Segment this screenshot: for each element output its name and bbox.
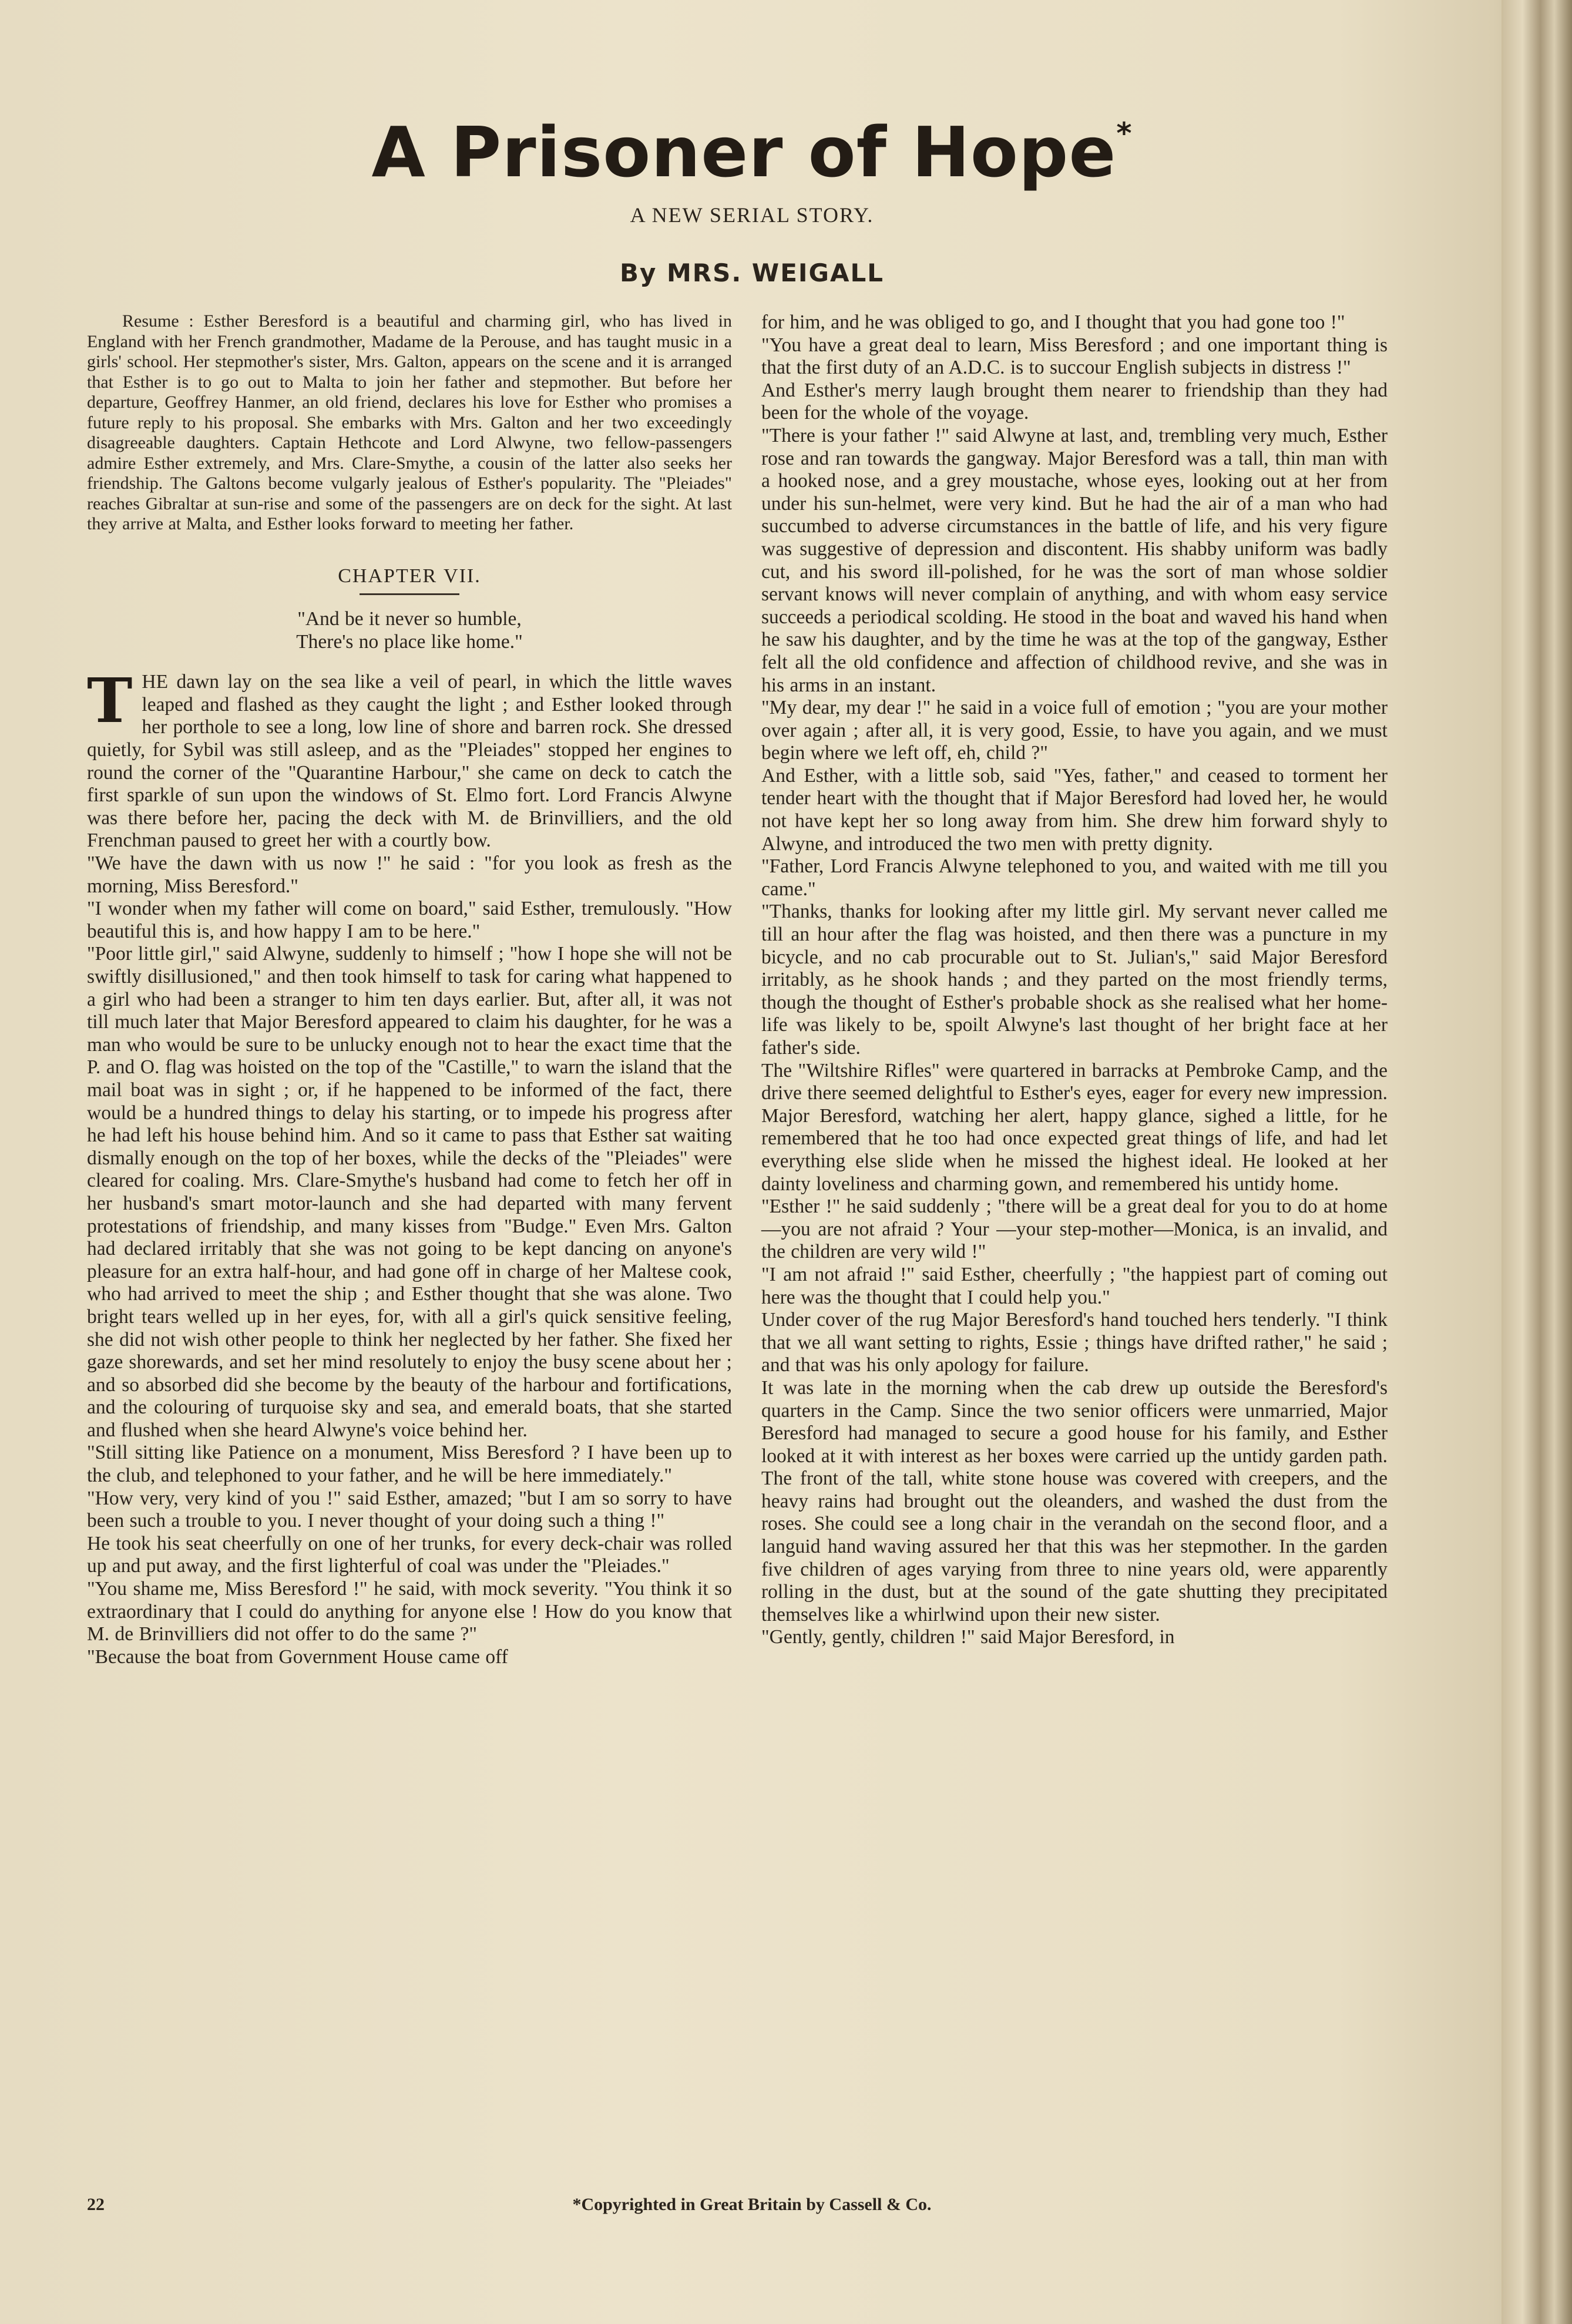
- chapter-heading: CHAPTER VII.: [338, 565, 481, 587]
- story-title: A Prisoner of Hope*: [371, 112, 1133, 193]
- chapter-rule: [360, 593, 459, 595]
- epigraph-line: There's no place like home.": [296, 630, 523, 653]
- body-paragraph: "Still sitting like Patience on a monument, Miss Beresford ? I have been up to the club, and telephoned to your father, and he will be here immediately.": [87, 1442, 732, 1487]
- body-paragraph: "You shame me, Miss Beresford !" he said, with mock severity. "You think it so extraordinary that I could do anything for anyone else ! How do you know that M. de Brinvilliers did not offer to do the same ?": [87, 1578, 732, 1645]
- body-paragraph: "Father, Lord Francis Alwyne telephoned to you, and waited with me till you came.": [761, 855, 1388, 900]
- body-paragraph: "Thanks, thanks for looking after my little girl. My servant never called me till an hour after the flag was hoisted, and then there was a puncture in my bicycle, and no cab procurable out to St. Julian's," said Major Beresford irritably, as he shook hands ; and they parted on the most friendly terms, though the thought of Esther's probable shock as she realised what her home-life was likely to be, spoilt Alwyne's last thought of her bright face at her father's side.: [761, 901, 1388, 1059]
- body-paragraph: "You have a great deal to learn, Miss Beresford ; and one important thing is that the first duty of an A.D.C. is to succour English subjects in distress !": [761, 334, 1388, 379]
- body-paragraph: It was late in the morning when the cab drew up outside the Beresford's quarters in the Camp. Since the two senior officers were unmarried, Major Beresford had managed to secure a good house for his family, and Esther looked at it with interest as her boxes were carried up the untidy garden path. The front of the tall, white stone house was covered with creepers, and the heavy rains had brought out the oleanders, and washed the dust from the roses. She could see a long chair in the verandah on the second floor, and a languid hand waving assured her that this was her stepmother. In the garden five children of ages varying from three to nine years old, were apparently rolling in the dust, but at the sound of the gate shutting they precipitated themselves like a whirlwind upon their new sister.: [761, 1376, 1388, 1626]
- body-paragraph: "My dear, my dear !" he said in a voice full of emotion ; "you are your mother over again ; after all, it is very good, Essie, to have you again, and we must begin where we left off, eh, child ?": [761, 697, 1388, 764]
- body-paragraph: And Esther, with a little sob, said "Yes, father," and ceased to torment her tender heart with the thought that if Major Beresford had loved her, he would not have kept her so long away from him. She drew him forward shyly to Alwyne, and introduced the two men with pretty dignity.: [761, 764, 1388, 855]
- body-paragraph: "I am not afraid !" said Esther, cheerfully ; "the happiest part of coming out here was the thought that I could help you.": [761, 1263, 1388, 1308]
- body-paragraph: for him, and he was obliged to go, and I thought that you had gone too !": [761, 311, 1345, 333]
- title-footnote-mark: *: [1116, 116, 1133, 150]
- body-paragraph: "Esther !" he said suddenly ; "there will be a great deal for you to do at home—you are not afraid ? Your —your step-mother—Monica, is an invalid, and the children are very wild !": [761, 1195, 1388, 1263]
- body-paragraph: "Because the boat from Government House came off: [87, 1645, 508, 1668]
- right-column: [761, 311, 1388, 1649]
- body-paragraph: "There is your father !" said Alwyne at last, and, trembling very much, Esther rose and ran towards the gangway. Major Beresford was a tall, thin man with a hooked nose, and a grey moustache, whose eyes, looking out at her from under his sun-helmet, were very kind. But he had the air of a man who had succumbed to adverse circumstances in the battle of life, and his very figure was suggestive of depression and discontent. His shabby uniform was badly cut, and his sword ill-polished, for he was the sort of man whose soldier servant knows will never complain of anything, and with whom easy service succeeds a periodical scolding. He stood in the boat and waved his hand when he saw his daughter, and by the time he was at the top of the gangway, Esther felt all the old confidence and affection of childhood revive, and she was in his arms in an instant.: [761, 424, 1388, 696]
- left-column: [87, 311, 732, 1668]
- body-paragraph: THE dawn lay on the sea like a veil of pearl, in which the little waves leaped and flashed as they caught the light ; and Esther looked through her porthole to see a long, low line of shore and barren rock. She dressed quietly, for Sybil was still asleep, and as the "Pleiades" stopped her engines to round the corner of the "Quarantine Harbour," she came on deck to catch the first sparkle of sun upon the windows of St. Elmo fort. Lord Francis Alwyne was there before her, pacing the deck with M. de Brinvilliers, and the old Frenchman paused to greet her with a courtly bow.: [87, 664, 732, 852]
- body-paragraph: "We have the dawn with us now !" he said : "for you look as fresh as the morning, Miss Beresford.": [87, 852, 732, 897]
- epigraph: [87, 608, 732, 653]
- story-subtitle: A NEW SERIAL STORY.: [630, 203, 874, 227]
- body-paragraph: "Poor little girl," said Alwyne, suddenly to himself ; "how I hope she will not be swiftly disillusioned," and then took himself to task for caring what happened to a girl who had been a stranger to him ten days earlier. But, after all, it was not till much later that Major Beresford appeared to claim his daughter, for he was a man who would be sure to be unlucky enough not to hear the exact time that the P. and O. flag was hoisted on the top of the "Castille," to warn the island that the mail boat was in sight ; or, if he happened to be informed of the fact, there would be a hundred things to delay his starting, or to impede his progress after he had left his house behind him. And so it came to pass that Esther sat waiting dismally enough on the top of her boxes, while the decks of the "Pleiades" were cleared for coaling. Mrs. Clare-Smythe's husband had come to fetch her off in her husband's smart motor-launch and she had departed with many fervent protestations of friendship, and many kisses from "Budge." Even Mrs. Galton had declared irritably that she was not going to be kept dancing on anyone's pleasure for an extra half-hour, and had gone off in charge of her Maltese cook, who had arrived to meet the ship ; and Esther thought that she was alone. Two bright tears welled up in her eyes, for, with all a girl's quick sensitive feeling, she did not wish other people to think her neglected by her father. She fixed her gaze shorewards, and set her mind resolutely to enjoy the busy scene about her ; and so absorbed did she become by the beauty of the harbour and fortifications, and the colouring of turquoise sky and sea, and emerald boats, that she started and flushed when she heard Alwyne's voice behind her.: [87, 943, 732, 1441]
- body-paragraph: And Esther's merry laugh brought them nearer to friendship than they had been for the whole of the voyage.: [761, 379, 1388, 424]
- author-byline: By MRS. WEIGALL: [619, 258, 885, 287]
- page-number: 22: [87, 2195, 105, 2214]
- drop-cap: T: [87, 664, 133, 737]
- resume-paragraph: Resume : Esther Beresford is a beautiful and charming girl, who has lived in England with her French grandmother, Madame de la Perouse, and has taught music in a girls' school. Her stepmother's sister, Mrs. Galton, appears on the scene and it is arranged that Esther is to go out to Malta to join her father and stepmother. But before her departure, Geoffrey Hanmer, an old friend, declares his love for Esther who promises a future reply to his proposal. She embarks with Mrs. Galton and her two exceedingly disagreeable daughters. Captain Hethcote and Lord Alwyne, two fellow-passengers admire Esther extremely, and Mrs. Clare-Smythe, a cousin of the latter also seeks her friendship. The Galtons become vulgarly jealous of Esther's popularity. The "Pleiades" reaches Gibraltar at sun-rise and some of the passengers are on deck for the sight. At last they arrive at Malta, and Esther looks forward to meeting her father.: [87, 311, 732, 533]
- copyright-footnote: *Copyrighted in Great Britain by Cassell & Co.: [572, 2195, 932, 2214]
- body-paragraph: "I wonder when my father will come on board," said Esther, tremulously. "How beautiful this is, and how happy I am to be here.": [87, 898, 732, 942]
- body-paragraph: The "Wiltshire Rifles" were quartered in barracks at Pembroke Camp, and the drive there seemed delightful to Esther's eyes, eager for every new impression. Major Beresford, watching her alert, happy glance, sighed a little, for he remembered that he too had once expected great things of life, and had let everything else slide when he missed the highest ideal. He looked at her dainty loveliness and charming gown, and remembered his untidy home.: [761, 1059, 1388, 1195]
- body-paragraph: "How very, very kind of you !" said Esther, amazed; "but I am so sorry to have been such a trouble to you. I never thought of your doing such a thing !": [87, 1487, 732, 1532]
- body-paragraph: Under cover of the rug Major Beresford's hand touched hers tenderly. "I think that we all want setting to rights, Essie ; things have drifted rather," he said ; and that was his only apology for failure.: [761, 1309, 1388, 1376]
- body-paragraph: "Gently, gently, children !" said Major Beresford, in: [761, 1626, 1175, 1648]
- epigraph-line: "And be it never so humble,: [297, 608, 522, 630]
- body-paragraph: He took his seat cheerfully on one of her trunks, for every deck-chair was rolled up and put away, and the first lighterful of coal was under the "Pleiades.": [87, 1532, 732, 1577]
- page-spine-edge: [1502, 0, 1572, 2324]
